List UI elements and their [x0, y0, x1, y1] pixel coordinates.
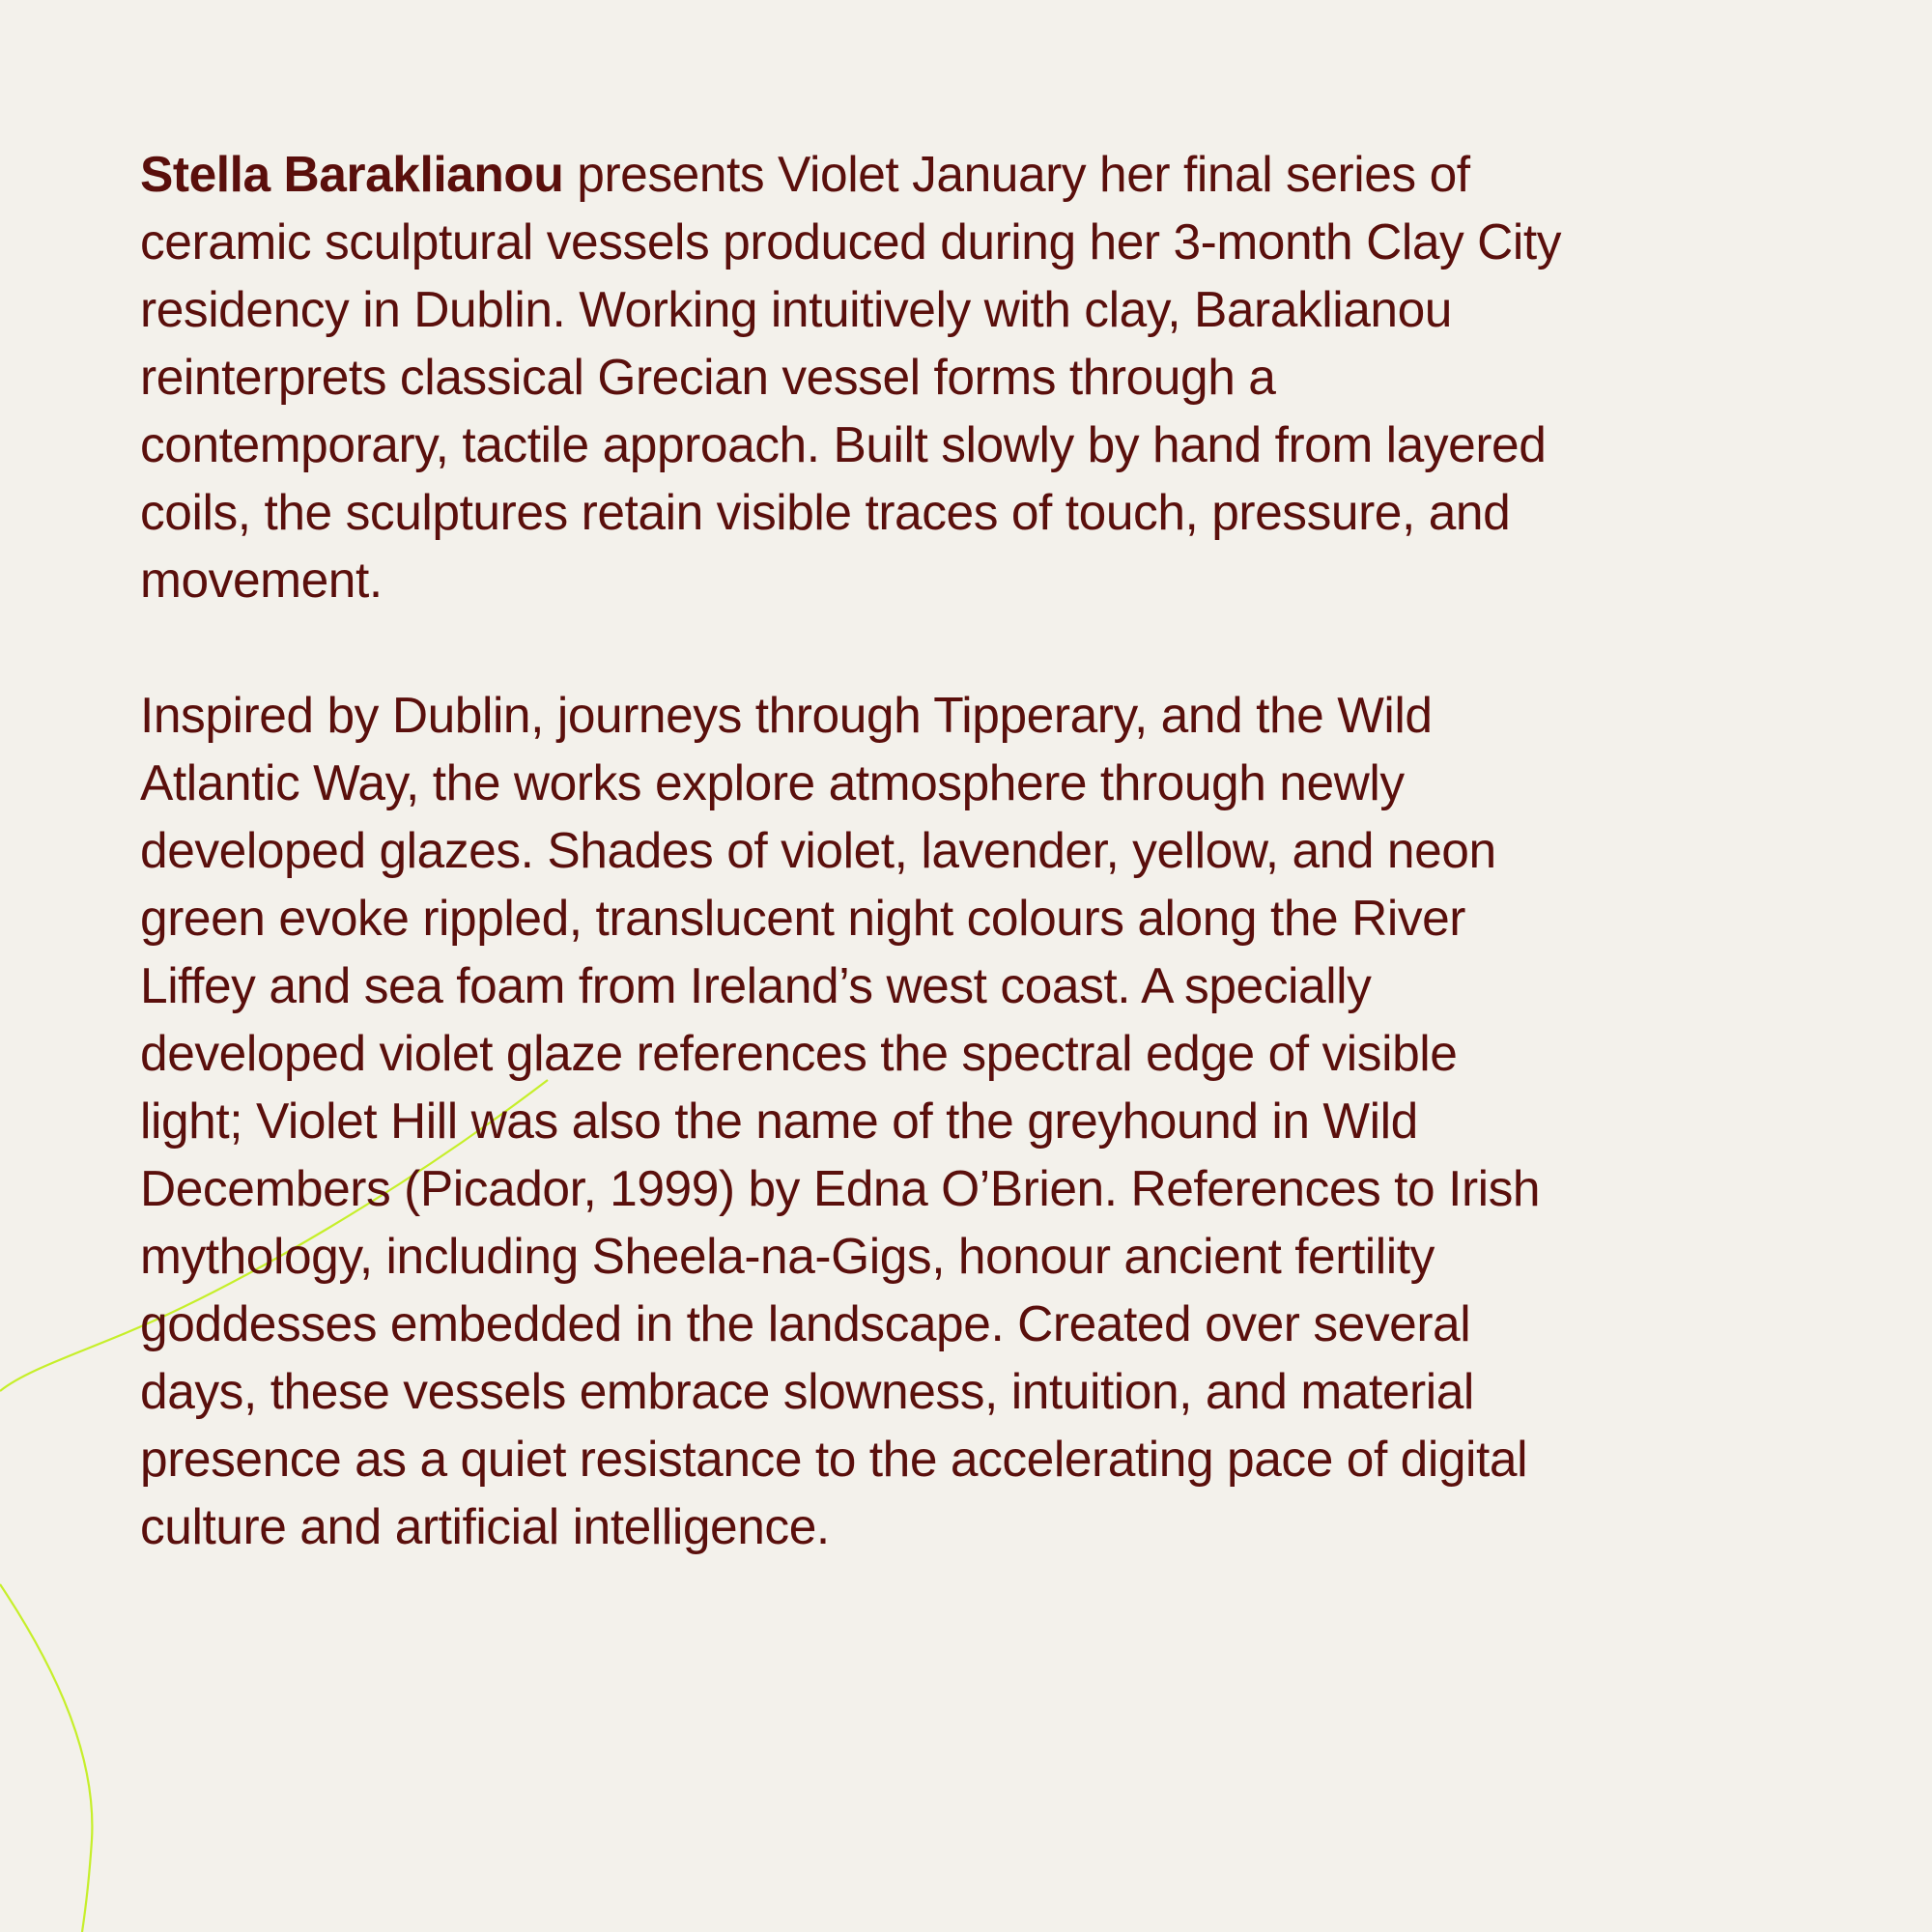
text-line: mythology, including Sheela-na-Gigs, honour ancient fertility — [140, 1228, 1435, 1284]
text-line: light; Violet Hill was also the name of the greyhound in Wild — [140, 1093, 1418, 1149]
text-line: Liffey and sea foam from Ireland’s west coast. A specially — [140, 957, 1372, 1013]
text-line: residency in Dublin. Working intuitively with clay, Baraklianou — [140, 281, 1453, 337]
text-line: Atlantic Way, the works explore atmosphere through newly — [140, 754, 1405, 810]
paragraph-spacer — [140, 613, 1782, 681]
text-line: movement. — [140, 552, 383, 608]
text-line: reinterprets classical Grecian vessel forms through a — [140, 349, 1276, 405]
text-fragment: presents Violet January her final series of — [563, 146, 1470, 202]
text-line: developed glazes. Shades of violet, lavender, yellow, and neon — [140, 822, 1496, 878]
text-line: days, these vessels embrace slowness, intuition, and material — [140, 1363, 1474, 1419]
text-line: Inspired by Dublin, journeys through Tipperary, and the Wild — [140, 687, 1433, 743]
text-line: ceramic sculptural vessels produced during her 3-month Clay City — [140, 213, 1562, 270]
text-line: contemporary, tactile approach. Built slowly by hand from layered — [140, 416, 1547, 472]
text-line: coils, the sculptures retain visible traces of touch, pressure, and — [140, 484, 1511, 540]
text-line: developed violet glaze references the spectral edge of visible — [140, 1025, 1458, 1081]
paragraph-inspiration — [140, 681, 1782, 1560]
text-line: presence as a quiet resistance to the accelerating pace of digital — [140, 1431, 1528, 1487]
text-line: Decembers (Picador, 1999) by Edna O’Brien. References to Irish — [140, 1160, 1541, 1216]
decorative-curve-lower — [0, 1584, 92, 1932]
exhibition-text — [140, 140, 1782, 1560]
text-line: goddesses embedded in the landscape. Created over several — [140, 1295, 1471, 1351]
text-line: green evoke rippled, translucent night colours along the River — [140, 890, 1466, 946]
paragraph-intro — [140, 140, 1782, 613]
artist-name: Stella Baraklianou — [140, 146, 564, 202]
text-line: culture and artificial intelligence. — [140, 1498, 830, 1554]
text-line — [140, 140, 1782, 208]
